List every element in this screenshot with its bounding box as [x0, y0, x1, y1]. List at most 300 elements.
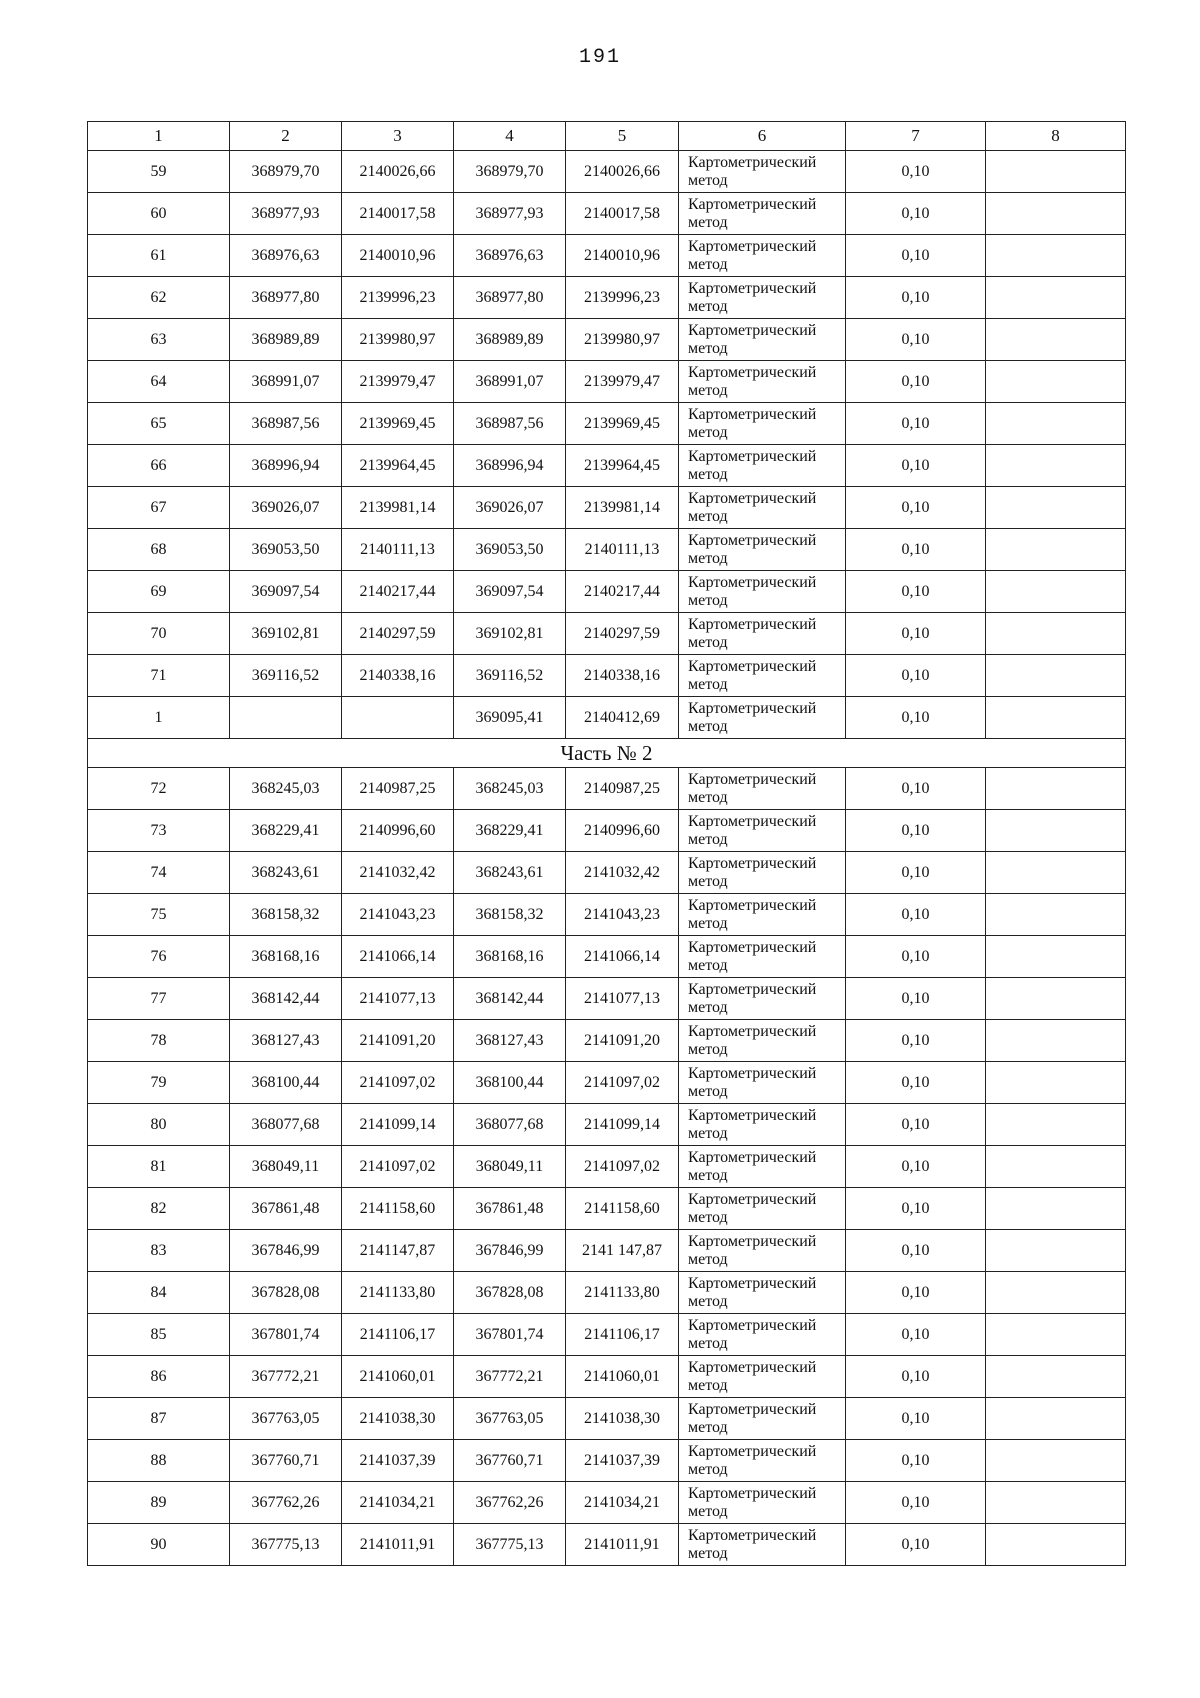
precision-cell: 0,10: [846, 1146, 986, 1188]
x-old-cell: 369097,54: [230, 571, 342, 613]
point-number-cell: 86: [88, 1356, 230, 1398]
table-row: [88, 193, 1126, 235]
notes-cell: [986, 810, 1126, 852]
precision-cell: 0,10: [846, 1188, 986, 1230]
table-row: [88, 319, 1126, 361]
precision-cell: 0,10: [846, 1398, 986, 1440]
y-new-cell: 2141158,60: [566, 1188, 679, 1230]
point-number-cell: 67: [88, 487, 230, 529]
y-old-cell: 2140338,16: [342, 655, 454, 697]
x-new-cell: 368243,61: [454, 852, 566, 894]
x-new-cell: 368158,32: [454, 894, 566, 936]
x-old-cell: 368977,80: [230, 277, 342, 319]
x-old-cell: 368991,07: [230, 361, 342, 403]
method-text-line2: метод: [688, 507, 728, 525]
y-old-cell: 2139969,45: [342, 403, 454, 445]
point-number-cell: 76: [88, 936, 230, 978]
precision-cell: 0,10: [846, 1482, 986, 1524]
precision-cell: 0,10: [846, 571, 986, 613]
method-cell: [679, 1440, 846, 1482]
method-text-line1: Картометрический: [688, 279, 817, 297]
precision-cell: 0,10: [846, 936, 986, 978]
point-number-cell: 74: [88, 852, 230, 894]
y-new-cell: 2139996,23: [566, 277, 679, 319]
table-row: [88, 613, 1126, 655]
method-cell: [679, 1020, 846, 1062]
method-text-line1: Картометрический: [688, 1190, 817, 1208]
x-old-cell: 367846,99: [230, 1230, 342, 1272]
method-cell: [679, 768, 846, 810]
x-old-cell: [230, 697, 342, 739]
y-old-cell: 2139979,47: [342, 361, 454, 403]
y-new-cell: 2141038,30: [566, 1398, 679, 1440]
notes-cell: [986, 655, 1126, 697]
x-new-cell: 367762,26: [454, 1482, 566, 1524]
notes-cell: [986, 529, 1126, 571]
y-new-cell: 2140412,69: [566, 697, 679, 739]
point-number-cell: 83: [88, 1230, 230, 1272]
table-row: [88, 1188, 1126, 1230]
x-old-cell: 368977,93: [230, 193, 342, 235]
point-number-cell: 69: [88, 571, 230, 613]
table-row: [88, 445, 1126, 487]
y-new-cell: 2141043,23: [566, 894, 679, 936]
method-cell: [679, 529, 846, 571]
precision-cell: 0,10: [846, 894, 986, 936]
part-2-body: [88, 768, 1126, 1566]
y-new-cell: 2140217,44: [566, 571, 679, 613]
method-cell: [679, 445, 846, 487]
method-text-line2: метод: [688, 1208, 728, 1226]
table-row: [88, 1314, 1126, 1356]
x-new-cell: 367801,74: [454, 1314, 566, 1356]
method-text-line1: Картометрический: [688, 657, 817, 675]
method-text-line1: Картометрический: [688, 195, 817, 213]
y-old-cell: 2140017,58: [342, 193, 454, 235]
method-cell: [679, 978, 846, 1020]
method-cell: [679, 1398, 846, 1440]
notes-cell: [986, 1104, 1126, 1146]
y-old-cell: 2141106,17: [342, 1314, 454, 1356]
x-new-cell: 367760,71: [454, 1440, 566, 1482]
page-number: 191: [578, 46, 621, 69]
method-text-line2: метод: [688, 381, 728, 399]
y-old-cell: 2140996,60: [342, 810, 454, 852]
method-cell: [679, 571, 846, 613]
x-old-cell: 368142,44: [230, 978, 342, 1020]
method-text-line2: метод: [688, 1124, 728, 1142]
method-text-line2: метод: [688, 1082, 728, 1100]
point-number-cell: 68: [88, 529, 230, 571]
x-old-cell: 367772,21: [230, 1356, 342, 1398]
x-new-cell: 367775,13: [454, 1524, 566, 1566]
point-number-cell: 84: [88, 1272, 230, 1314]
notes-cell: [986, 1062, 1126, 1104]
x-old-cell: 369026,07: [230, 487, 342, 529]
y-old-cell: 2139964,45: [342, 445, 454, 487]
method-text-line2: метод: [688, 213, 728, 231]
point-number-cell: 73: [88, 810, 230, 852]
coordinates-table: [87, 121, 1126, 1566]
method-text-line1: Картометрический: [688, 1148, 817, 1166]
method-cell: [679, 852, 846, 894]
notes-cell: [986, 697, 1126, 739]
precision-cell: 0,10: [846, 613, 986, 655]
y-new-cell: 2139969,45: [566, 403, 679, 445]
table-row: [88, 1356, 1126, 1398]
x-old-cell: 367801,74: [230, 1314, 342, 1356]
precision-cell: 0,10: [846, 529, 986, 571]
notes-cell: [986, 1272, 1126, 1314]
y-new-cell: 2140026,66: [566, 151, 679, 193]
x-new-cell: 367846,99: [454, 1230, 566, 1272]
x-new-cell: 368977,93: [454, 193, 566, 235]
column-header: 1: [88, 122, 230, 151]
precision-cell: 0,10: [846, 193, 986, 235]
method-text-line2: метод: [688, 1418, 728, 1436]
column-header: 3: [342, 122, 454, 151]
y-old-cell: 2141011,91: [342, 1524, 454, 1566]
y-new-cell: 2140017,58: [566, 193, 679, 235]
x-new-cell: 367763,05: [454, 1398, 566, 1440]
y-new-cell: 2140010,96: [566, 235, 679, 277]
x-old-cell: 367760,71: [230, 1440, 342, 1482]
y-new-cell: 2139980,97: [566, 319, 679, 361]
table-row: [88, 810, 1126, 852]
notes-cell: [986, 277, 1126, 319]
table-row: [88, 697, 1126, 739]
method-text-line2: метод: [688, 830, 728, 848]
header-row: [88, 122, 1126, 151]
method-text-line1: Картометрический: [688, 1484, 817, 1502]
y-new-cell: 2141106,17: [566, 1314, 679, 1356]
notes-cell: [986, 1482, 1126, 1524]
table-row: [88, 978, 1126, 1020]
method-cell: [679, 1314, 846, 1356]
y-old-cell: 2140987,25: [342, 768, 454, 810]
point-number-cell: 90: [88, 1524, 230, 1566]
point-number-cell: 66: [88, 445, 230, 487]
y-old-cell: 2141034,21: [342, 1482, 454, 1524]
precision-cell: 0,10: [846, 1440, 986, 1482]
method-text-line1: Картометрический: [688, 153, 817, 171]
table-row: [88, 151, 1126, 193]
y-new-cell: 2141097,02: [566, 1146, 679, 1188]
x-old-cell: 368158,32: [230, 894, 342, 936]
notes-cell: [986, 193, 1126, 235]
method-cell: [679, 277, 846, 319]
point-number-cell: 88: [88, 1440, 230, 1482]
y-old-cell: 2139981,14: [342, 487, 454, 529]
column-header: 4: [454, 122, 566, 151]
method-text-line2: метод: [688, 1250, 728, 1268]
y-old-cell: 2140010,96: [342, 235, 454, 277]
method-text-line2: метод: [688, 1376, 728, 1394]
method-text-line2: метод: [688, 339, 728, 357]
method-text-line1: Картометрический: [688, 321, 817, 339]
point-number-cell: 60: [88, 193, 230, 235]
method-text-line1: Картометрический: [688, 1022, 817, 1040]
method-text-line1: Картометрический: [688, 1526, 817, 1544]
precision-cell: 0,10: [846, 1272, 986, 1314]
method-cell: [679, 1482, 846, 1524]
method-cell: [679, 936, 846, 978]
method-text-line2: метод: [688, 956, 728, 974]
method-cell: [679, 487, 846, 529]
notes-cell: [986, 1440, 1126, 1482]
x-old-cell: 368077,68: [230, 1104, 342, 1146]
precision-cell: 0,10: [846, 1230, 986, 1272]
x-old-cell: 368100,44: [230, 1062, 342, 1104]
y-new-cell: 2141060,01: [566, 1356, 679, 1398]
method-cell: [679, 1524, 846, 1566]
table-row: [88, 277, 1126, 319]
y-new-cell: 2140111,13: [566, 529, 679, 571]
method-text-line1: Картометрический: [688, 237, 817, 255]
method-text-line2: метод: [688, 465, 728, 483]
y-new-cell: 2141099,14: [566, 1104, 679, 1146]
point-number-cell: 65: [88, 403, 230, 445]
method-cell: [679, 319, 846, 361]
table-row: [88, 571, 1126, 613]
x-new-cell: 368127,43: [454, 1020, 566, 1062]
point-number-cell: 71: [88, 655, 230, 697]
method-text-line1: Картометрический: [688, 573, 817, 591]
precision-cell: 0,10: [846, 403, 986, 445]
y-old-cell: 2141060,01: [342, 1356, 454, 1398]
y-old-cell: 2141032,42: [342, 852, 454, 894]
method-cell: [679, 810, 846, 852]
notes-cell: [986, 852, 1126, 894]
notes-cell: [986, 319, 1126, 361]
method-text-line1: Картометрический: [688, 938, 817, 956]
table-row: [88, 1524, 1126, 1566]
x-new-cell: 367828,08: [454, 1272, 566, 1314]
notes-cell: [986, 1398, 1126, 1440]
method-text-line1: Картометрический: [688, 770, 817, 788]
y-old-cell: 2139980,97: [342, 319, 454, 361]
method-text-line2: метод: [688, 675, 728, 693]
x-new-cell: 369026,07: [454, 487, 566, 529]
precision-cell: 0,10: [846, 361, 986, 403]
table-row: [88, 1062, 1126, 1104]
y-new-cell: 2140338,16: [566, 655, 679, 697]
point-number-cell: 62: [88, 277, 230, 319]
x-old-cell: 368976,63: [230, 235, 342, 277]
y-new-cell: 2139979,47: [566, 361, 679, 403]
precision-cell: 0,10: [846, 319, 986, 361]
point-number-cell: 61: [88, 235, 230, 277]
method-text-line2: метод: [688, 788, 728, 806]
method-text-line1: Картометрический: [688, 1358, 817, 1376]
point-number-cell: 64: [88, 361, 230, 403]
y-old-cell: 2140217,44: [342, 571, 454, 613]
notes-cell: [986, 571, 1126, 613]
method-cell: [679, 1230, 846, 1272]
precision-cell: 0,10: [846, 852, 986, 894]
x-new-cell: 368996,94: [454, 445, 566, 487]
column-header: 8: [986, 122, 1126, 151]
method-text-line2: метод: [688, 423, 728, 441]
x-new-cell: 368168,16: [454, 936, 566, 978]
point-number-cell: 72: [88, 768, 230, 810]
method-cell: [679, 1146, 846, 1188]
method-text-line1: Картометрический: [688, 1064, 817, 1082]
y-new-cell: 2140297,59: [566, 613, 679, 655]
method-cell: [679, 1272, 846, 1314]
table-row: [88, 852, 1126, 894]
x-old-cell: 367828,08: [230, 1272, 342, 1314]
method-text-line2: метод: [688, 1502, 728, 1520]
precision-cell: 0,10: [846, 277, 986, 319]
y-new-cell: 2141032,42: [566, 852, 679, 894]
method-text-line1: Картометрический: [688, 363, 817, 381]
notes-cell: [986, 978, 1126, 1020]
method-cell: [679, 1104, 846, 1146]
method-text-line2: метод: [688, 914, 728, 932]
method-cell: [679, 894, 846, 936]
x-old-cell: 367763,05: [230, 1398, 342, 1440]
y-new-cell: 2141011,91: [566, 1524, 679, 1566]
point-number-cell: 63: [88, 319, 230, 361]
y-old-cell: 2141097,02: [342, 1062, 454, 1104]
method-text-line1: Картометрический: [688, 812, 817, 830]
notes-cell: [986, 1020, 1126, 1062]
method-text-line1: Картометрический: [688, 1442, 817, 1460]
x-old-cell: 368168,16: [230, 936, 342, 978]
x-old-cell: 368979,70: [230, 151, 342, 193]
y-old-cell: 2141133,80: [342, 1272, 454, 1314]
method-cell: [679, 193, 846, 235]
x-new-cell: 369097,54: [454, 571, 566, 613]
point-number-cell: 59: [88, 151, 230, 193]
x-new-cell: 368976,63: [454, 235, 566, 277]
x-new-cell: 367772,21: [454, 1356, 566, 1398]
x-old-cell: 369053,50: [230, 529, 342, 571]
method-cell: [679, 361, 846, 403]
y-old-cell: 2139996,23: [342, 277, 454, 319]
point-number-cell: 75: [88, 894, 230, 936]
method-cell: [679, 1356, 846, 1398]
table-row: [88, 1230, 1126, 1272]
y-new-cell: 2139981,14: [566, 487, 679, 529]
notes-cell: [986, 487, 1126, 529]
method-text-line2: метод: [688, 998, 728, 1016]
notes-cell: [986, 1146, 1126, 1188]
precision-cell: 0,10: [846, 655, 986, 697]
method-text-line1: Картометрический: [688, 854, 817, 872]
y-old-cell: [342, 697, 454, 739]
point-number-cell: 77: [88, 978, 230, 1020]
x-new-cell: 368049,11: [454, 1146, 566, 1188]
y-old-cell: 2141077,13: [342, 978, 454, 1020]
table-row: [88, 1146, 1126, 1188]
x-new-cell: 369116,52: [454, 655, 566, 697]
method-text-line2: метод: [688, 591, 728, 609]
precision-cell: 0,10: [846, 768, 986, 810]
precision-cell: 0,10: [846, 810, 986, 852]
column-header: 6: [679, 122, 846, 151]
notes-cell: [986, 1314, 1126, 1356]
method-cell: [679, 151, 846, 193]
y-old-cell: 2140111,13: [342, 529, 454, 571]
method-text-line2: метод: [688, 255, 728, 273]
method-text-line2: метод: [688, 1292, 728, 1310]
y-new-cell: 2141034,21: [566, 1482, 679, 1524]
point-number-cell: 87: [88, 1398, 230, 1440]
notes-cell: [986, 151, 1126, 193]
x-old-cell: 368989,89: [230, 319, 342, 361]
method-text-line2: метод: [688, 549, 728, 567]
precision-cell: 0,10: [846, 1356, 986, 1398]
precision-cell: 0,10: [846, 445, 986, 487]
y-old-cell: 2141038,30: [342, 1398, 454, 1440]
column-header: 5: [566, 122, 679, 151]
y-old-cell: 2141043,23: [342, 894, 454, 936]
y-new-cell: 2141077,13: [566, 978, 679, 1020]
y-new-cell: 2141133,80: [566, 1272, 679, 1314]
notes-cell: [986, 1356, 1126, 1398]
x-new-cell: 368077,68: [454, 1104, 566, 1146]
x-new-cell: 368142,44: [454, 978, 566, 1020]
table-row: [88, 361, 1126, 403]
table-row: [88, 894, 1126, 936]
x-old-cell: 369102,81: [230, 613, 342, 655]
x-new-cell: 368991,07: [454, 361, 566, 403]
column-header: 2: [230, 122, 342, 151]
x-old-cell: 368127,43: [230, 1020, 342, 1062]
precision-cell: 0,10: [846, 1314, 986, 1356]
method-text-line1: Картометрический: [688, 615, 817, 633]
x-new-cell: 368979,70: [454, 151, 566, 193]
y-new-cell: 2139964,45: [566, 445, 679, 487]
notes-cell: [986, 403, 1126, 445]
method-text-line2: метод: [688, 872, 728, 890]
x-old-cell: 368245,03: [230, 768, 342, 810]
method-text-line1: Картометрический: [688, 980, 817, 998]
table-row: [88, 1398, 1126, 1440]
table-row: [88, 487, 1126, 529]
method-cell: [679, 1062, 846, 1104]
x-new-cell: 369102,81: [454, 613, 566, 655]
x-new-cell: 368229,41: [454, 810, 566, 852]
method-cell: [679, 403, 846, 445]
table-row: [88, 936, 1126, 978]
notes-cell: [986, 936, 1126, 978]
section-body: [88, 739, 1126, 768]
x-new-cell: 368977,80: [454, 277, 566, 319]
x-new-cell: 369053,50: [454, 529, 566, 571]
point-number-cell: 80: [88, 1104, 230, 1146]
method-text-line1: Картометрический: [688, 1274, 817, 1292]
point-number-cell: 85: [88, 1314, 230, 1356]
precision-cell: 0,10: [846, 151, 986, 193]
x-new-cell: 367861,48: [454, 1188, 566, 1230]
method-text-line1: Картометрический: [688, 1232, 817, 1250]
method-text-line1: Картометрический: [688, 489, 817, 507]
y-new-cell: 2141066,14: [566, 936, 679, 978]
y-new-cell: 2141 147,87: [566, 1230, 679, 1272]
method-text-line1: Картометрический: [688, 405, 817, 423]
y-old-cell: 2141066,14: [342, 936, 454, 978]
method-text-line2: метод: [688, 171, 728, 189]
method-text-line2: метод: [688, 717, 728, 735]
x-old-cell: 368996,94: [230, 445, 342, 487]
y-new-cell: 2141037,39: [566, 1440, 679, 1482]
precision-cell: 0,10: [846, 1062, 986, 1104]
y-old-cell: 2141097,02: [342, 1146, 454, 1188]
table-row: [88, 1272, 1126, 1314]
